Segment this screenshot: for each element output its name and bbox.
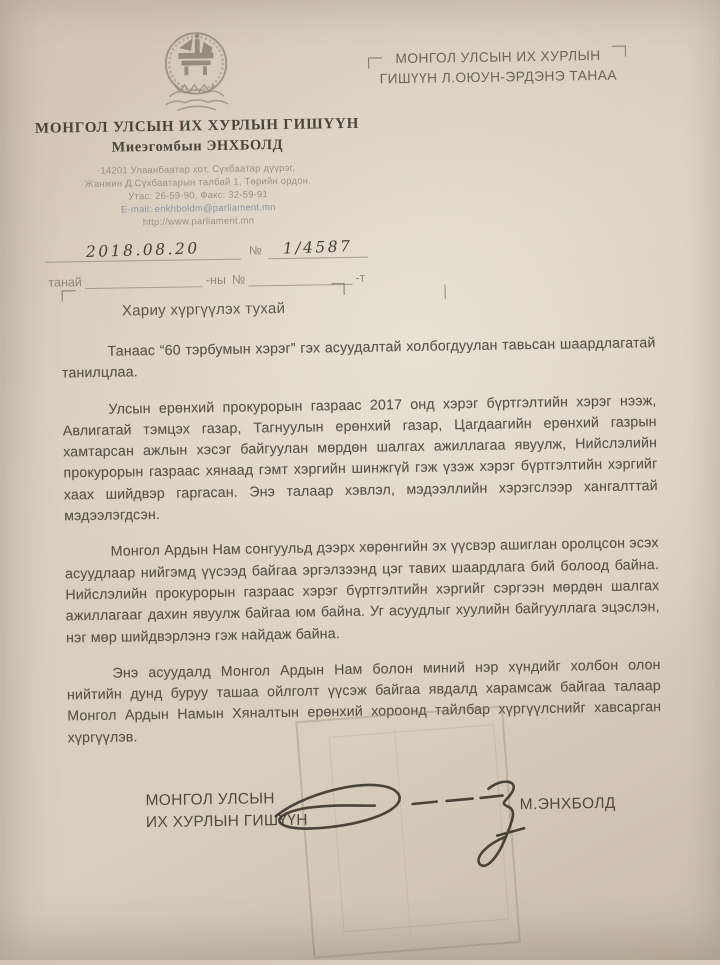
number-sign: № — [248, 243, 262, 258]
your-ref-blank-1 — [85, 272, 203, 289]
subject-line: Хариу хүргүүлэх тухай — [121, 299, 286, 320]
letterhead — [9, 21, 384, 231]
your-ref-label: танай — [48, 275, 82, 290]
your-reference-row — [45, 267, 375, 290]
handwritten-date: 2018.08.20 — [85, 239, 201, 262]
handwritten-signature — [260, 755, 642, 876]
fold-mark-right — [332, 283, 345, 295]
recipient-line-1: МОНГОЛ УЛСЫН ИХ ХУРЛЫН — [395, 47, 601, 67]
date-number-row — [45, 226, 375, 263]
fold-mark-left — [62, 290, 76, 301]
fold-mark-tick — [445, 284, 446, 299]
signature-title-line-2: ИХ ХУРЛЫН ГИШҮҮН — [145, 811, 308, 831]
signer-name: М.ЭНХБОЛД — [519, 794, 616, 814]
paragraph-2: Улсын ерөнхий прокурорын газраас 2017 онд хэрэг бүртгэлтийн хэрэг нээж, Авлигатай тэмцэх газар, Тагнуулын ерөнхий газар, Цагдаагийн ерөнхий газрын хамтарсан ажлын хэсэг байгуулан мөрдөн шалгах ажиллагаа явуулж, Нийслэлийн прокурорын газраас хянаад гэмт хэргийн шинжгүй гэж үзэж хэрэг бүртгэлтийн хэргийг хаах шийдвэр гаргасан. Энэ талаар хэвлэл, мэдээллийн хэрэгслээр хангалттай мэдээлэгдсэн. — [62, 392, 658, 525]
paragraph-1: Танаас “60 тэрбумын хэрэг” гэх асуудалтай холбогдуулан тавьсан шаардлагатай танилцлаа. — [61, 335, 656, 382]
email-line: E-mail: enkhboldm@parliament.mn — [120, 202, 276, 216]
org-title: МОНГОЛ УЛСЫН ИХ ХУРЛЫН ГИШҮҮН — [34, 115, 360, 137]
reference-block — [45, 226, 376, 290]
address-line-2: Жанжин Д.Сүхбаатарын талбай 1, Төрийн ордон. — [84, 175, 312, 191]
handwritten-number: 1/4587 — [282, 237, 353, 258]
ny-label: -ны — [205, 272, 226, 288]
number-sign-2: № — [231, 272, 246, 287]
website-line: http://www.parliament.mn — [142, 215, 255, 229]
t-suffix-label: -т — [355, 270, 366, 285]
letter-body — [61, 333, 662, 764]
recipient-block — [360, 45, 637, 88]
phone-fax-line: Утас: 26-59-90, Факс: 32-59-91 — [128, 189, 269, 203]
address-line-1: 14201 Улаанбаатар хот, Сүхбаатар дүүрэг, — [100, 162, 296, 177]
member-name: Миеэгомбын ЭНХБОЛД — [111, 136, 284, 156]
paragraph-4: Энэ асуудалд Монгол Ардын Нам болон миний нэр хүндийг холбон олон нийтийн дунд буруу ташаа ойлголт үүсэж байгаа явдалд харамсаж байгаа талаар Монгол Ардын Намын Хяналтын ерөнхий хороонд тайлбар хүргүүлснийг хавсарган хүргүүлэв. — [66, 656, 662, 747]
date-underline — [45, 240, 241, 263]
recipient-line-2: ГИШҮҮН Л.ОЮУН-ЭРДЭНЭ ТАНАА — [379, 67, 617, 86]
signature-title-line-1: МОНГОЛ УЛСЫН — [145, 790, 275, 810]
address-block — [12, 160, 385, 231]
mongolia-state-emblem-icon — [156, 24, 235, 115]
number-underline — [268, 238, 368, 260]
paragraph-3: Монгол Ардын Нам сонгуульд дээрх хөрөнгийн эх үүсвэр ашиглан оролцсон эсэх асуудлаар нийгэмд үүсээд байгаа эргэлзээнд цэг тавих шаардлага бий болоод байна. Нийслэлийн прокурорын газраас хэрэг бүртгэлтийн хэргийг сэргээн мөрдөн шалгах ажиллагааг дахин явуулж байгаа юм байна. Уг асуудлыг хуулийн байгууллага эцэслэн, нэг мөр шийдвэрлэнэ гэж найдаж байна. — [64, 535, 660, 646]
